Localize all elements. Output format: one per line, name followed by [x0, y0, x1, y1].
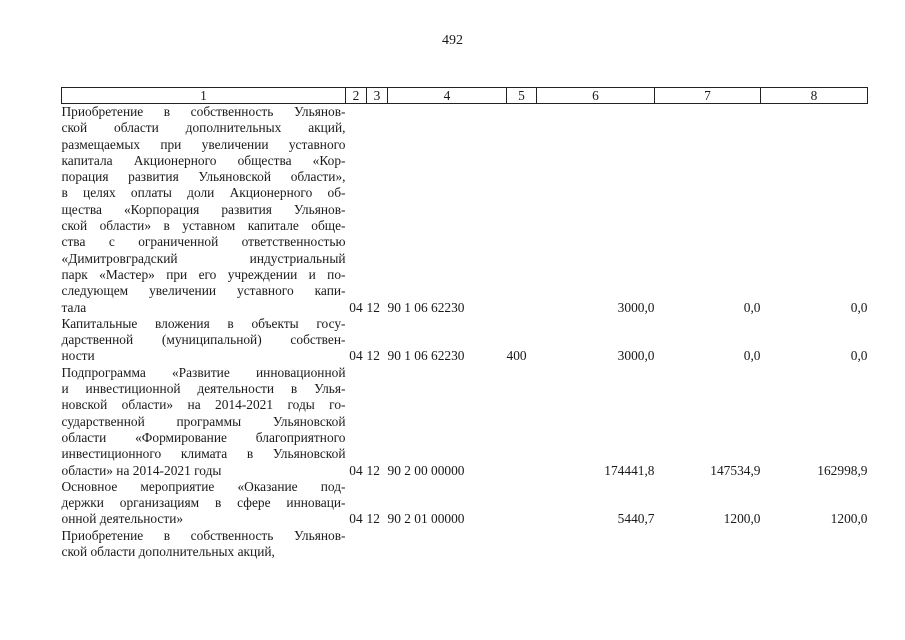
cell-target-article: [388, 528, 507, 561]
description-line: тала: [61, 299, 87, 315]
cell-subsection: 12: [366, 348, 380, 364]
cell-section: 04: [349, 462, 363, 478]
cell-description: [62, 316, 346, 365]
cell-section: [346, 528, 367, 561]
description-line: области «Формирование благоприятного: [61, 429, 346, 445]
header-col-3: 3: [367, 88, 388, 104]
cell-subsection: 12: [366, 511, 380, 527]
cell-section: 04: [349, 511, 363, 527]
description-line: Приобретение в собственность Ульянов-: [61, 104, 346, 119]
cell-amount-year3: 162998,9: [817, 462, 868, 478]
description-line: ской области» в уставном капитале обще-: [61, 218, 346, 234]
cell-expense-type: [507, 528, 537, 561]
cell-subsection: 12: [366, 462, 380, 478]
cell-amount-year3: [761, 528, 868, 561]
description-line: «Димитровградский индустриальный: [61, 250, 346, 266]
cell-amount-year3: 1200,0: [830, 511, 868, 527]
cell-section: 04: [349, 348, 363, 364]
cell-amount-year2: 1200,0: [723, 511, 761, 527]
table-row: [62, 365, 868, 479]
cell-amount-year1: 3000,0: [617, 299, 655, 315]
description-line: ства с ограниченной ответственностью: [61, 234, 346, 250]
cell-section: 04: [349, 299, 363, 315]
description-line: новской области» на 2014-2021 годы го-: [61, 397, 346, 413]
description-line: следующем увеличении уставного капи-: [61, 283, 346, 299]
cell-target-article: 90 1 06 62230: [387, 348, 465, 364]
table-row: [62, 479, 868, 528]
header-col-1: 1: [62, 88, 346, 104]
table-row: [62, 104, 868, 316]
description-line: дарственной (муниципальной) собствен-: [61, 332, 346, 348]
table-row: [62, 316, 868, 365]
cell-subsection: [367, 528, 388, 561]
description-line: парк «Мастер» при его учреждении и по-: [61, 266, 346, 282]
cell-amount-year3: 0,0: [850, 348, 868, 364]
cell-amount-year2: 0,0: [743, 348, 761, 364]
description-line: и инвестиционной деятельности в Улья-: [61, 381, 346, 397]
cell-target-article: 90 1 06 62230: [387, 299, 465, 315]
cell-description: [62, 479, 346, 528]
cell-expense-type: [507, 479, 537, 528]
cell-amount-year2: [655, 528, 761, 561]
description-line: ности: [61, 348, 95, 364]
description-line: сударственной программы Ульяновской: [61, 413, 346, 429]
description-line: в целях оплаты доли Акционерного об-: [61, 185, 346, 201]
description-line: онной деятельности»: [61, 511, 184, 527]
description-line: щества «Корпорация развития Ульянов-: [61, 201, 346, 217]
description-line: держки организациям в сфере инноваци-: [61, 495, 346, 511]
cell-amount-year3: 0,0: [850, 299, 868, 315]
header-col-2: 2: [346, 88, 367, 104]
table-row: [62, 528, 868, 561]
cell-amount-year1: 174441,8: [604, 462, 655, 478]
cell-description: [62, 365, 346, 479]
cell-description: [62, 528, 346, 561]
header-col-4: 4: [388, 88, 507, 104]
description-line: капитала Акционерного общества «Кор-: [61, 152, 346, 168]
cell-target-article: 90 2 00 00000: [387, 462, 465, 478]
cell-description: [62, 104, 346, 316]
cell-amount-year2: 0,0: [743, 299, 761, 315]
description-line: размещаемых при увеличении уставного: [61, 136, 346, 152]
cell-amount-year1: [537, 528, 655, 561]
description-line: Подпрограмма «Развитие инновационной: [61, 364, 346, 380]
header-col-5: 5: [507, 88, 537, 104]
cell-amount-year2: 147534,9: [710, 462, 761, 478]
cell-subsection: 12: [366, 299, 380, 315]
cell-target-article: 90 2 01 00000: [387, 511, 465, 527]
cell-amount-year1: 5440,7: [617, 511, 655, 527]
description-line: порация развития Ульяновской области»,: [61, 169, 346, 185]
description-line: Приобретение в собственность Ульянов-: [61, 527, 346, 543]
header-col-6: 6: [537, 88, 655, 104]
description-line: области» на 2014-2021 годы: [61, 462, 222, 478]
description-line: ской области дополнительных акций,: [61, 120, 346, 136]
table-body: [62, 104, 868, 561]
header-col-7: 7: [655, 88, 761, 104]
cell-expense-type: 400: [506, 348, 527, 364]
description-line: инвестиционного климата в Ульяновской: [61, 446, 346, 462]
cell-expense-type: [507, 104, 537, 316]
description-line: ской области дополнительных акций,: [61, 544, 275, 560]
budget-table: [61, 87, 868, 560]
header-row: [62, 88, 868, 104]
cell-amount-year1: 3000,0: [617, 348, 655, 364]
page-number: 492: [442, 33, 463, 48]
description-line: Капитальные вложения в объекты госу-: [61, 315, 346, 331]
header-col-8: 8: [761, 88, 868, 104]
cell-expense-type: [507, 365, 537, 479]
description-line: Основное мероприятие «Оказание под-: [61, 478, 346, 494]
